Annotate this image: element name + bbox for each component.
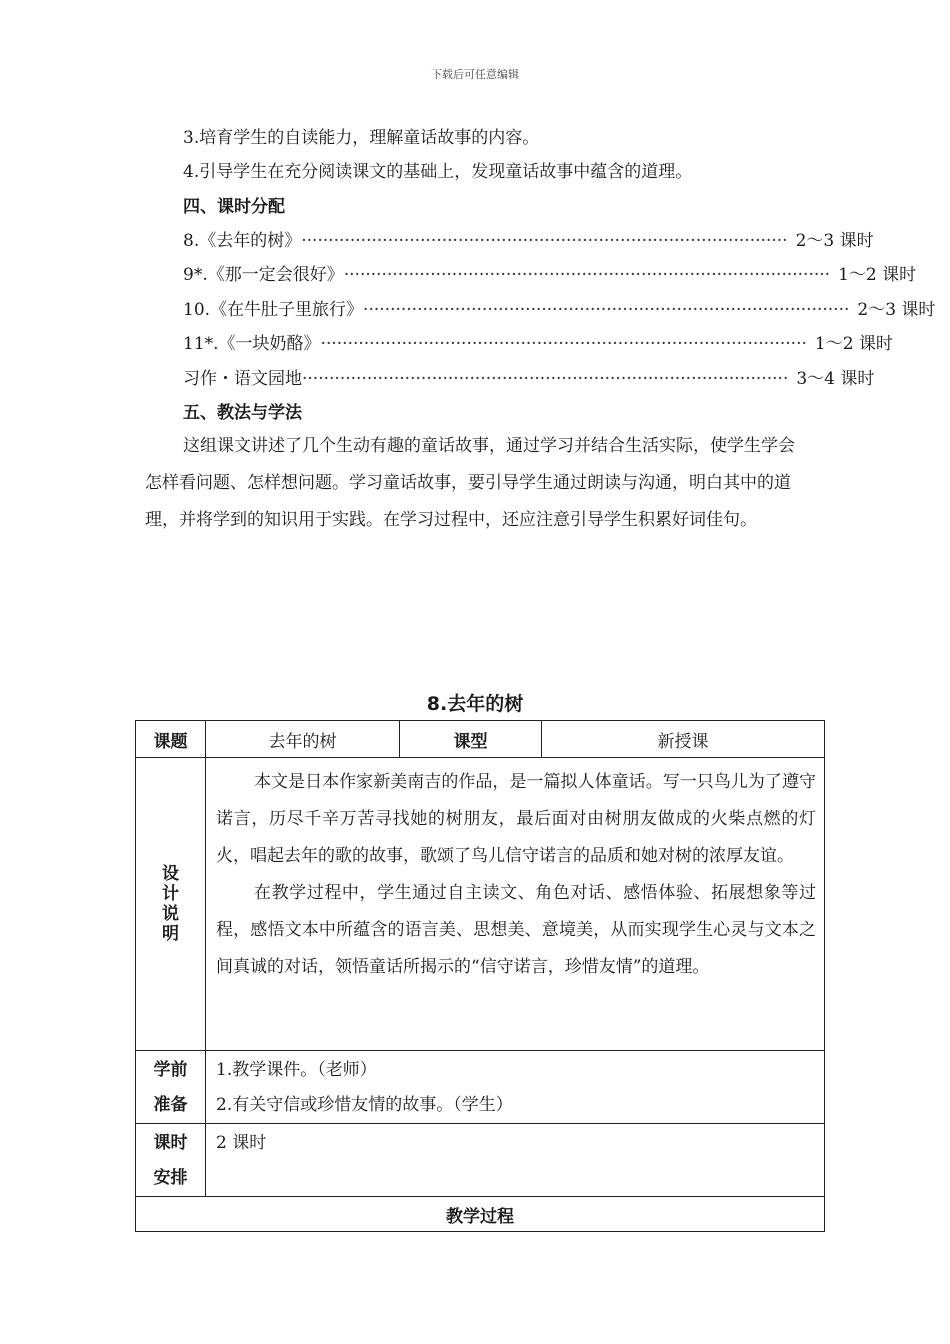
objective-4: 4.引导学生在充分阅读课文的基础上，发现童话故事中蕴含的道理。: [183, 162, 693, 182]
leader-dots: ··························································································: [343, 265, 831, 285]
schedule-hours: 2～3 课时: [857, 300, 936, 320]
schedule-hours: 1～2 课时: [838, 265, 917, 285]
schedule-title: 9*.《那一定会很好》: [183, 265, 344, 285]
prep-label-cell: [136, 1051, 206, 1124]
type-value: 新授课: [542, 721, 825, 758]
prep-label-1: 学前: [153, 1060, 188, 1080]
schedule-value: 2 课时: [206, 1124, 825, 1197]
process-label: 教学过程: [136, 1197, 825, 1232]
schedule-label-2: 安排: [153, 1168, 188, 1188]
schedule-row-table: [136, 1124, 825, 1197]
design-label: 设计说明: [162, 864, 179, 944]
schedule-row: [183, 334, 893, 354]
schedule-label-cell: [136, 1124, 206, 1197]
prep-label-2: 准备: [153, 1095, 188, 1115]
topic-value: 去年的树: [206, 721, 400, 758]
process-row: [136, 1197, 825, 1232]
topic-label: 课题: [136, 721, 206, 758]
design-paragraph-2: 在教学过程中，学生通过自主读文、角色对话、感悟体验、拓展想象等过程，感悟文本中所蕴含的语言美、思想美、意境美，从而实现学生心灵与文本之间真诚的对话，领悟童话所揭示的“信守诺言，珍惜友情”的道理。: [216, 883, 816, 977]
schedule-title: 习作・语文园地: [183, 369, 302, 389]
design-content: [206, 758, 825, 1051]
prep-item-2: 2.有关守信或珍惜友情的故事。（学生）: [216, 1095, 513, 1115]
section4-heading: 四、课时分配: [183, 197, 285, 217]
leader-dots: ··························································································: [320, 334, 807, 354]
design-paragraph-1: 本文是日本作家新美南吉的作品，是一篇拟人体童话。写一只鸟儿为了遵守诺言，历尽千辛万苦寻找她的树朋友，最后面对由树朋友做成的火柴点燃的灯火，唱起去年的歌的故事，歌颂了鸟儿信守诺言的品质和她对树的浓厚友谊。: [216, 772, 816, 866]
design-row: [136, 758, 825, 1051]
topic-row: [136, 721, 825, 758]
lesson-title: 8.去年的树: [426, 693, 524, 715]
schedule-hours: 3～4 课时: [796, 369, 875, 389]
schedule-row: [183, 265, 917, 285]
schedule-hours: 2～3 课时: [795, 231, 874, 251]
objective-3: 3.培育学生的自读能力，理解童话故事的内容。: [183, 128, 540, 148]
prep-content: [206, 1051, 825, 1124]
schedule-row: [183, 231, 874, 251]
leader-dots: ··························································································: [363, 300, 850, 320]
schedule-row: [183, 300, 936, 320]
prep-row: [136, 1051, 825, 1124]
section5-heading: 五、教法与学法: [183, 403, 302, 423]
section5-paragraph: 这组课文讲述了几个生动有趣的童话故事，通过学习并结合生活实际，使学生学会怎样看问题、怎样想问题。学习童话故事，要引导学生通过朗读与沟通，明白其中的道理，并将学到的知识用于实践。在学习过程中，还应注意引导学生积累好词佳句。: [145, 436, 795, 530]
prep-item-1: 1.教学课件。（老师）: [216, 1060, 377, 1080]
type-label: 课型: [400, 721, 542, 758]
leader-dots: ··························································································: [301, 231, 788, 251]
schedule-row: [183, 369, 875, 389]
schedule-title: 8.《去年的树》: [183, 231, 302, 251]
leader-dots: ··························································································: [302, 369, 789, 389]
design-label-cell: [136, 758, 206, 1051]
schedule-hours: 1～2 课时: [814, 334, 893, 354]
schedule-title: 10.《在牛肚子里旅行》: [183, 300, 364, 320]
schedule-label-1: 课时: [153, 1133, 188, 1153]
lesson-table: [135, 720, 825, 1232]
page-header-note: 下载后可任意编辑: [431, 68, 519, 81]
schedule-title: 11*.《一块奶酪》: [183, 334, 321, 354]
